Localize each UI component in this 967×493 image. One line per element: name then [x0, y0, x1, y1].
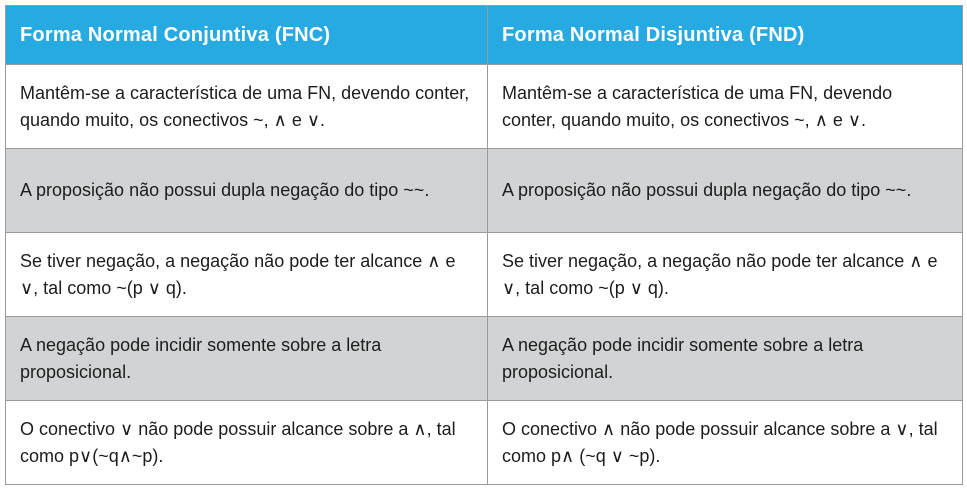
- table-header: [6, 6, 963, 65]
- table-body: [6, 65, 963, 485]
- table-row: [6, 401, 963, 485]
- cell-fnc: A proposição não possui dupla negação do tipo ~~.: [6, 149, 488, 233]
- cell-fnd: O conectivo ∧ não pode possuir alcance sobre a ∨, tal como p∧ (~q ∨ ~p).: [488, 401, 963, 485]
- table-row: [6, 65, 963, 149]
- cell-fnd: A negação pode incidir somente sobre a letra proposicional.: [488, 317, 963, 401]
- cell-fnd: Mantêm-se a característica de uma FN, devendo conter, quando muito, os conectivos ~, ∧ e ∨.: [488, 65, 963, 149]
- table-row: [6, 317, 963, 401]
- header-fnc: Forma Normal Conjuntiva (FNC): [6, 6, 488, 65]
- table-row: [6, 149, 963, 233]
- cell-fnc: Mantêm-se a característica de uma FN, devendo conter, quando muito, os conectivos ~, ∧ e ∨.: [6, 65, 488, 149]
- header-row: [6, 6, 963, 65]
- comparison-table: [5, 5, 963, 485]
- cell-fnc: O conectivo ∨ não pode possuir alcance sobre a ∧, tal como p∨(~q∧~p).: [6, 401, 488, 485]
- table-row: [6, 233, 963, 317]
- cell-fnc: A negação pode incidir somente sobre a letra proposicional.: [6, 317, 488, 401]
- cell-fnd: A proposição não possui dupla negação do tipo ~~.: [488, 149, 963, 233]
- header-fnd: Forma Normal Disjuntiva (FND): [488, 6, 963, 65]
- cell-fnd: Se tiver negação, a negação não pode ter alcance ∧ e ∨, tal como ~(p ∨ q).: [488, 233, 963, 317]
- cell-fnc: Se tiver negação, a negação não pode ter alcance ∧ e ∨, tal como ~(p ∨ q).: [6, 233, 488, 317]
